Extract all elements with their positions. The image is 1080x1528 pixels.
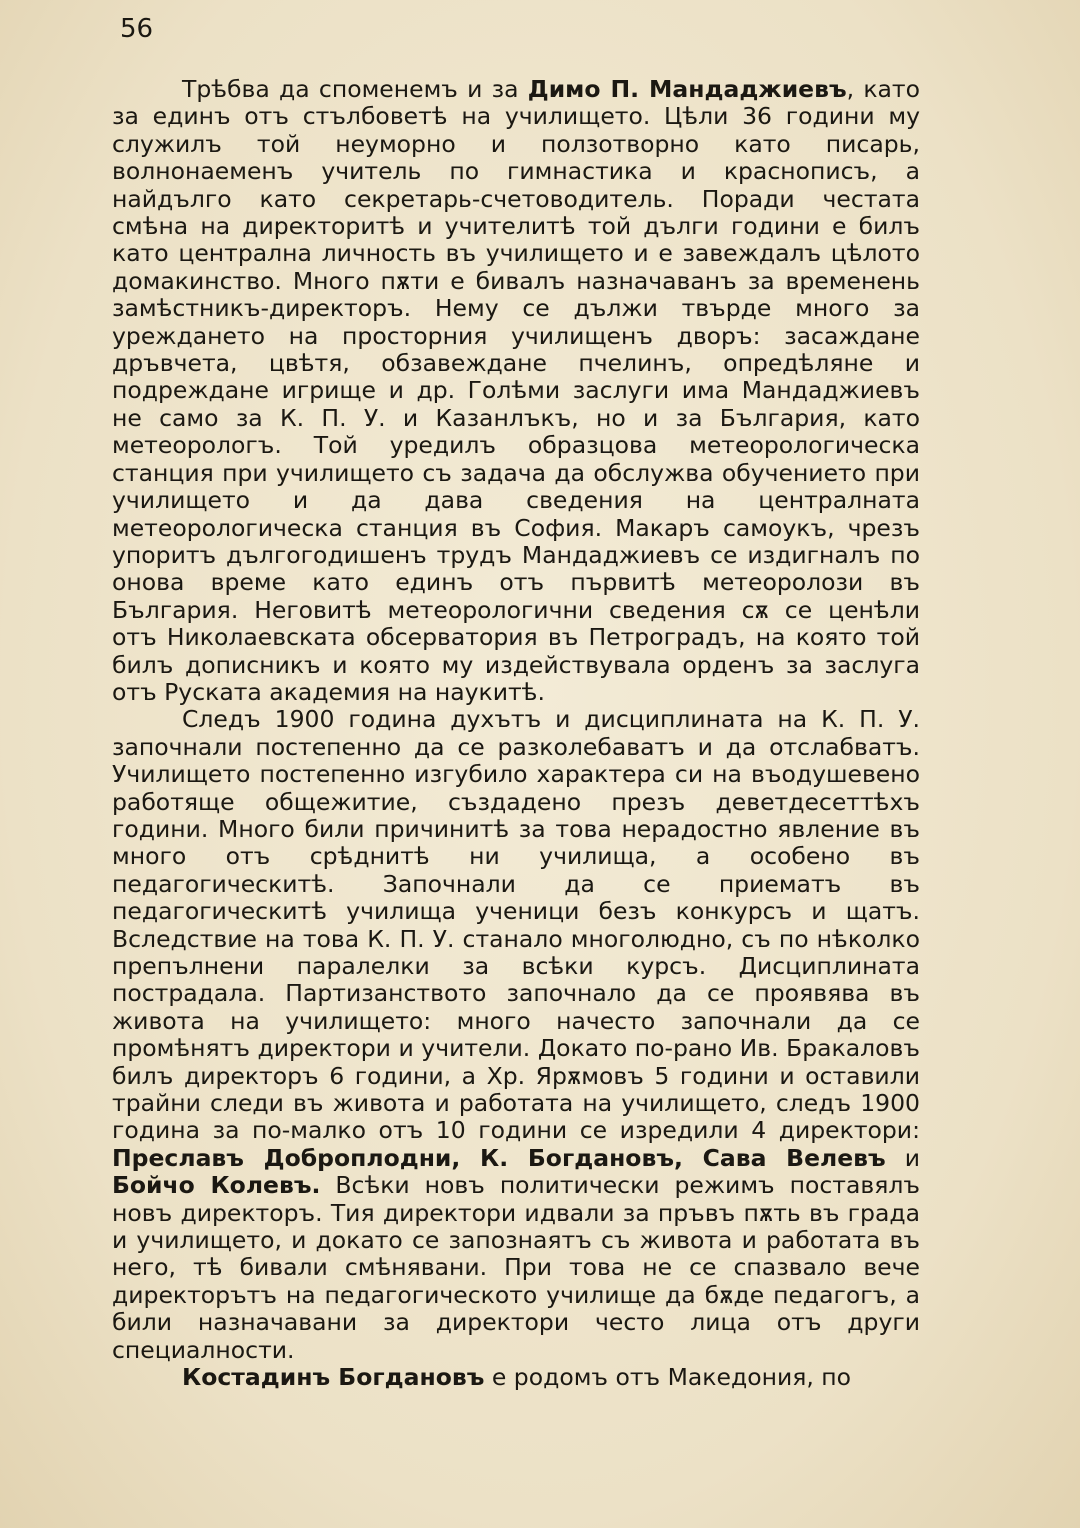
text-segment: Трѣбва да споменемъ и за <box>182 75 528 103</box>
person-name-kolev: Бойчо Колевъ. <box>112 1171 321 1200</box>
paragraph-after-1900 <box>112 706 920 1364</box>
paragraph-bogdanov <box>112 1364 920 1391</box>
text-segment: е родомъ отъ Македония, по <box>484 1363 852 1392</box>
paragraph-mandadzhiev <box>112 76 920 706</box>
body-text <box>112 76 920 1392</box>
page-number: 56 <box>120 14 154 44</box>
directors-names: Преславъ Доброплодни, К. Богдановъ, Сава Велевъ <box>112 1143 886 1172</box>
text-segment: и <box>885 1143 920 1172</box>
text-segment: Всѣки новъ политически режимъ поставялъ новъ директоръ. Тия директори идвали за пръвъ пѫть въ града и училището, и докато се запознаятъ съ живота и работата въ него, тѣ бивали смѣнявани. При това не се спазвало вече директорътъ на педагогическото училище да бѫде педагогъ, а били назначавани за директори често лица отъ други специалности. <box>112 1171 920 1364</box>
person-name-mandadzhiev: Димо П. Мандаджиевъ <box>527 75 847 103</box>
text-segment: Следъ 1900 година духътъ и дисциплината на К. П. У. започнали постепенно да се разколебаватъ и да отслабватъ. Училището постепенно изгубило характера си на въодушевено работяще общежитие, създадено презъ деветдесеттѣхъ години. Много били причинитѣ за това нерадостно явление въ много отъ срѣднитѣ ни училища, а особено въ педагогическитѣ. Започнали да се приематъ въ педагогическитѣ училища ученици безъ конкурсъ и щатъ. Вследствие на това К. П. У. станало многолюдно, съ по нѣколко препълнени паралелки за всѣки курсъ. Дисциплината пострадала. Партизанството започнало да се проявява въ живота на училището: много начесто започнали да се промѣнятъ директори и учители. Докато по-рано Ив. Бракаловъ билъ директоръ 6 години, а Хр. Ярѫмовъ 5 години и оставили трайни следи въ живота и работата на училището, следъ 1900 година за по-малко отъ 10 години се изредили 4 директори: <box>112 705 920 1145</box>
text-segment: , като за единъ отъ стълбоветѣ на училището. Цѣли 36 години му служилъ той неуморно и ползотворно като писарь, волнонаеменъ учитель по гимнастика и краснописъ, а найдълго като секретарь-счетоводитель. Поради честата смѣна на директоритѣ и учителитѣ той дълги години е билъ като централна личность въ училището и е завеждалъ цѣлото домакинство. Много пѫти е бивалъ назначаванъ за временень замѣстникъ-директоръ. Нему се дължи твърде много за уреждането на просторния училищенъ дворъ: засаждане дръвчета, цвѣтя, обзавеждане пчелинъ, опредѣляне и подреждане игрище и др. Голѣми заслуги има Мандаджиевъ не само за К. П. У. и Казанлъкъ, но и за България, като метеорологъ. Той уредилъ образцова метеорологическа станция при училището съ задача да обслужва обучението при училището и да дава сведения на централната метеорологическа станция въ София. Макаръ самоукъ, чрезъ упоритъ дългогодишенъ трудъ Мандаджиевъ се издигналъ по онова време като единъ отъ първитѣ метеоролози въ България. Неговитѣ метеорологични сведения сѫ се ценѣли отъ Николаевската обсерватория въ Петроградъ, на която той билъ дописникъ и която му издействувала орденъ за заслуга отъ Руската академия на наукитѣ. <box>112 75 920 706</box>
person-name-bogdanov: Костадинъ Богдановъ <box>182 1363 485 1392</box>
